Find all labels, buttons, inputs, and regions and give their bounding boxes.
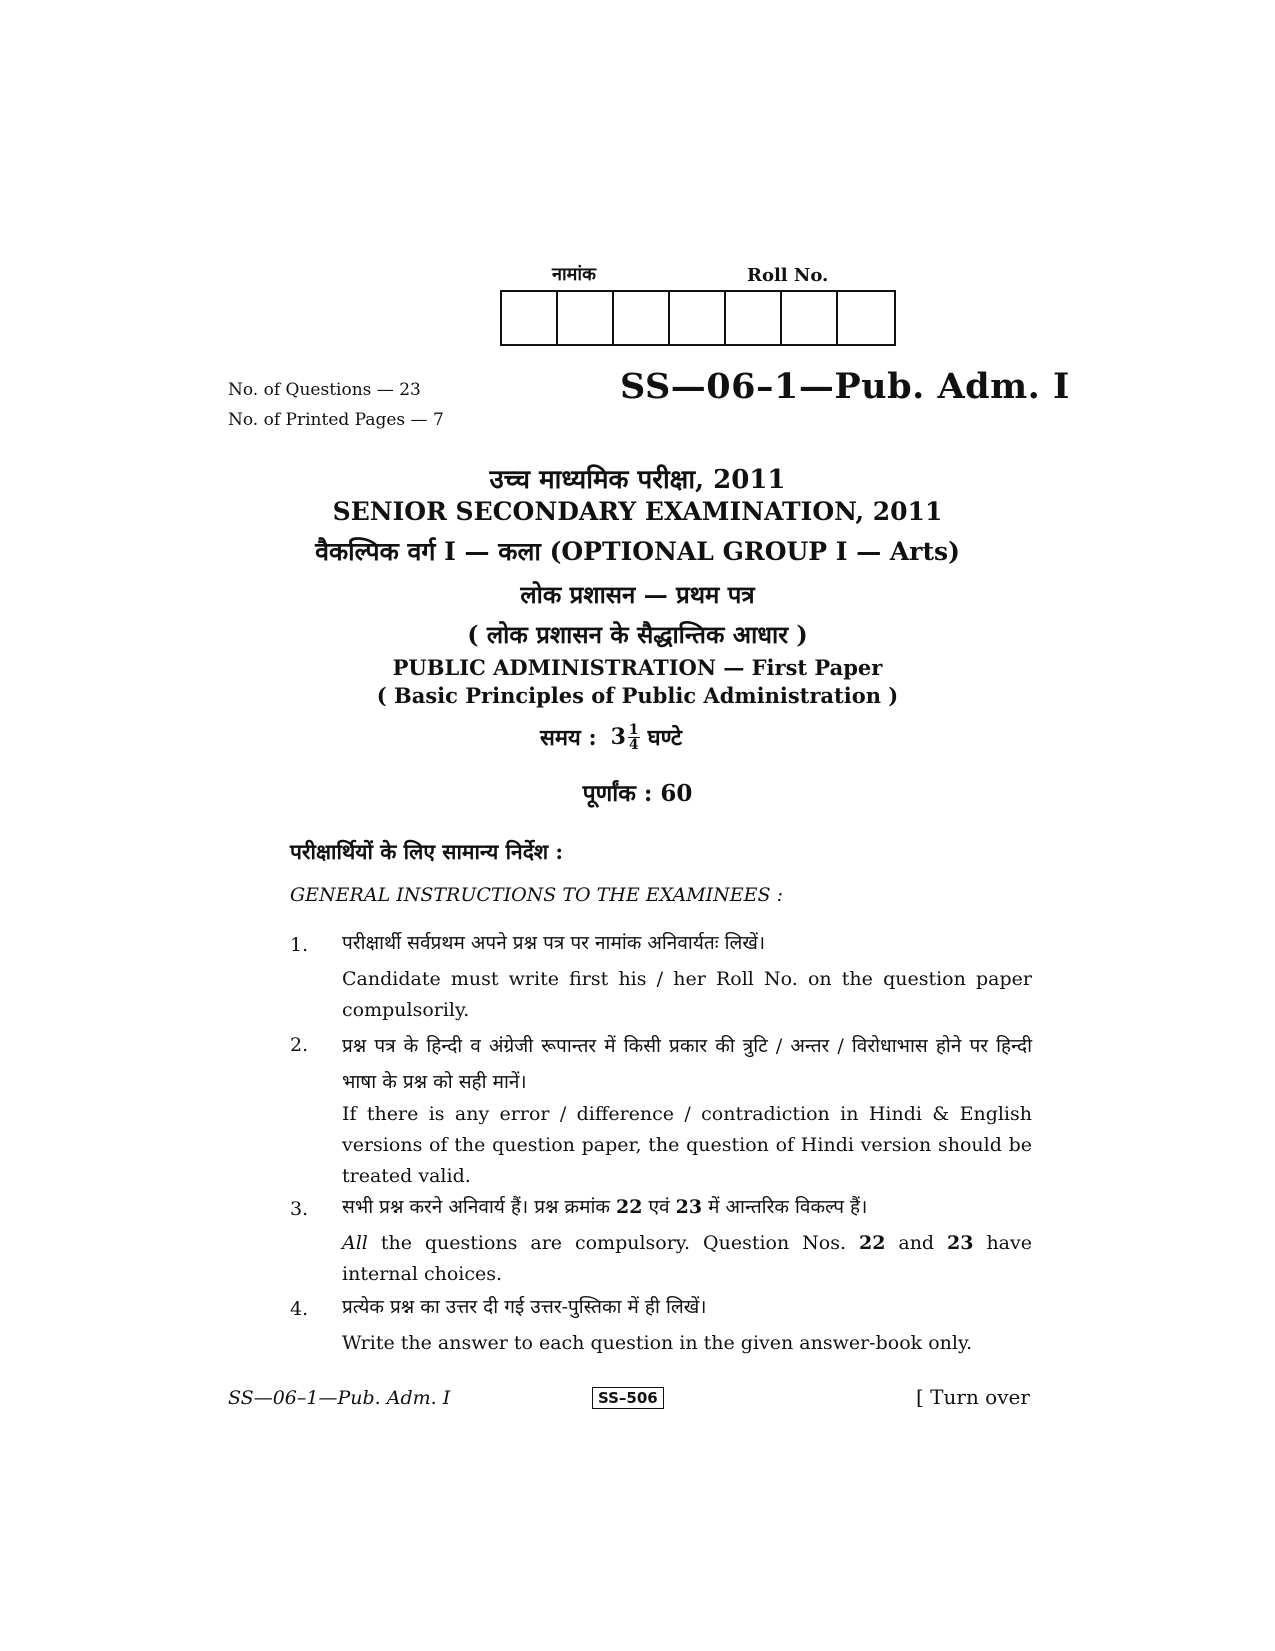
roll-number-boxes[interactable]	[500, 290, 896, 346]
instruction-4: Write the answer to each question in the given answer-book only.	[342, 1332, 973, 1354]
roll-box[interactable]	[726, 292, 782, 344]
max-marks: पूर्णांक : 60	[582, 780, 693, 807]
instruction-3-part: the questions are compulsory. Question Nos.	[367, 1232, 859, 1254]
roll-box[interactable]	[502, 292, 558, 344]
instruction-3-hindi-part: में आन्तरिक विकल्प हैं।	[702, 1196, 868, 1218]
instruction-3-hindi-part: एवं	[642, 1196, 676, 1218]
instruction-1-hindi: परीक्षार्थी सर्वप्रथम अपने प्रश्न पत्र पर नामांक अनिवार्यतः लिखें।	[342, 932, 766, 954]
instruction-1: Candidate must write first his / her Roll No. on the question paper compulsorily.	[342, 968, 1032, 1021]
footer-code-box: SS–506	[592, 1387, 664, 1409]
item-number: 4.	[290, 1298, 309, 1320]
turn-over-note: [ Turn over	[916, 1385, 1030, 1409]
exam-title-hindi: उच्च माध्यमिक परीक्षा, 2011	[489, 465, 786, 495]
subject-title: PUBLIC ADMINISTRATION — First Paper	[392, 655, 883, 680]
subtitle-hindi: ( लोक प्रशासन के सैद्धान्तिक आधार )	[467, 620, 808, 649]
instruction-3-hindi-part: सभी प्रश्न करने अनिवार्य हैं। प्रश्न क्रमांक	[342, 1196, 617, 1218]
time-allowed	[540, 722, 682, 752]
roll-box[interactable]	[670, 292, 726, 344]
instruction-3-hindi	[342, 1192, 1032, 1223]
page-count: No. of Printed Pages — 7	[228, 410, 444, 430]
emphasis-all: All	[342, 1232, 368, 1254]
roll-box[interactable]	[558, 292, 614, 344]
time-label: समय :	[540, 725, 597, 751]
time-whole: 3	[610, 724, 626, 750]
instructions-heading: GENERAL INSTRUCTIONS TO THE EXAMINEES :	[290, 884, 783, 906]
item-number: 3.	[290, 1198, 309, 1220]
roll-box[interactable]	[838, 292, 894, 344]
question-number: 22	[858, 1232, 886, 1254]
roll-label-hindi: नामांक	[552, 264, 596, 285]
time-fraction-numerator: 1	[628, 721, 639, 738]
item-number: 1.	[290, 934, 309, 956]
roll-box[interactable]	[782, 292, 838, 344]
time-unit: घण्टे	[647, 725, 682, 751]
question-number: 23	[947, 1232, 974, 1254]
instruction-2: If there is any error / difference / contradiction in Hindi & English versions of the question paper, the question of Hindi version should be treated valid.	[342, 1103, 1032, 1187]
question-count: No. of Questions — 23	[228, 380, 421, 400]
instructions-heading-hindi: परीक्षार्थियों के लिए सामान्य निर्देश :	[290, 839, 564, 864]
instruction-3-part: have internal choices.	[342, 1232, 1032, 1285]
instruction-3	[342, 1228, 1032, 1290]
optional-group: वैकल्पिक वर्ग I — कला (OPTIONAL GROUP I — Arts)	[315, 537, 960, 566]
instruction-4-hindi: प्रत्येक प्रश्न का उत्तर दी गई उत्तर-पुस्तिका में ही लिखें।	[342, 1296, 707, 1318]
time-fraction	[628, 723, 640, 752]
question-number: 22	[616, 1196, 643, 1218]
roll-label: Roll No.	[747, 265, 829, 286]
instruction-2-hindi: प्रश्न पत्र के हिन्दी व अंग्रेजी रूपान्तर में किसी प्रकार की त्रुटि / अन्तर / विरोधाभास होने पर हिन्दी भाषा के प्रश्न को सही मानें।	[342, 1035, 1032, 1093]
exam-title: SENIOR SECONDARY EXAMINATION, 2011	[332, 497, 943, 526]
subject-hindi: लोक प्रशासन — प्रथम पत्र	[520, 580, 755, 609]
question-number: 23	[675, 1196, 703, 1218]
subject-subtitle: ( Basic Principles of Public Administration )	[376, 683, 899, 708]
item-number: 2.	[290, 1034, 309, 1056]
roll-box[interactable]	[614, 292, 670, 344]
time-fraction-denominator: 4	[628, 736, 639, 753]
instruction-3-part: and	[885, 1232, 948, 1254]
footer-paper-code: SS—06–1—Pub. Adm. I	[228, 1387, 451, 1409]
paper-code: SS—06–1—Pub. Adm. I	[620, 366, 1070, 407]
